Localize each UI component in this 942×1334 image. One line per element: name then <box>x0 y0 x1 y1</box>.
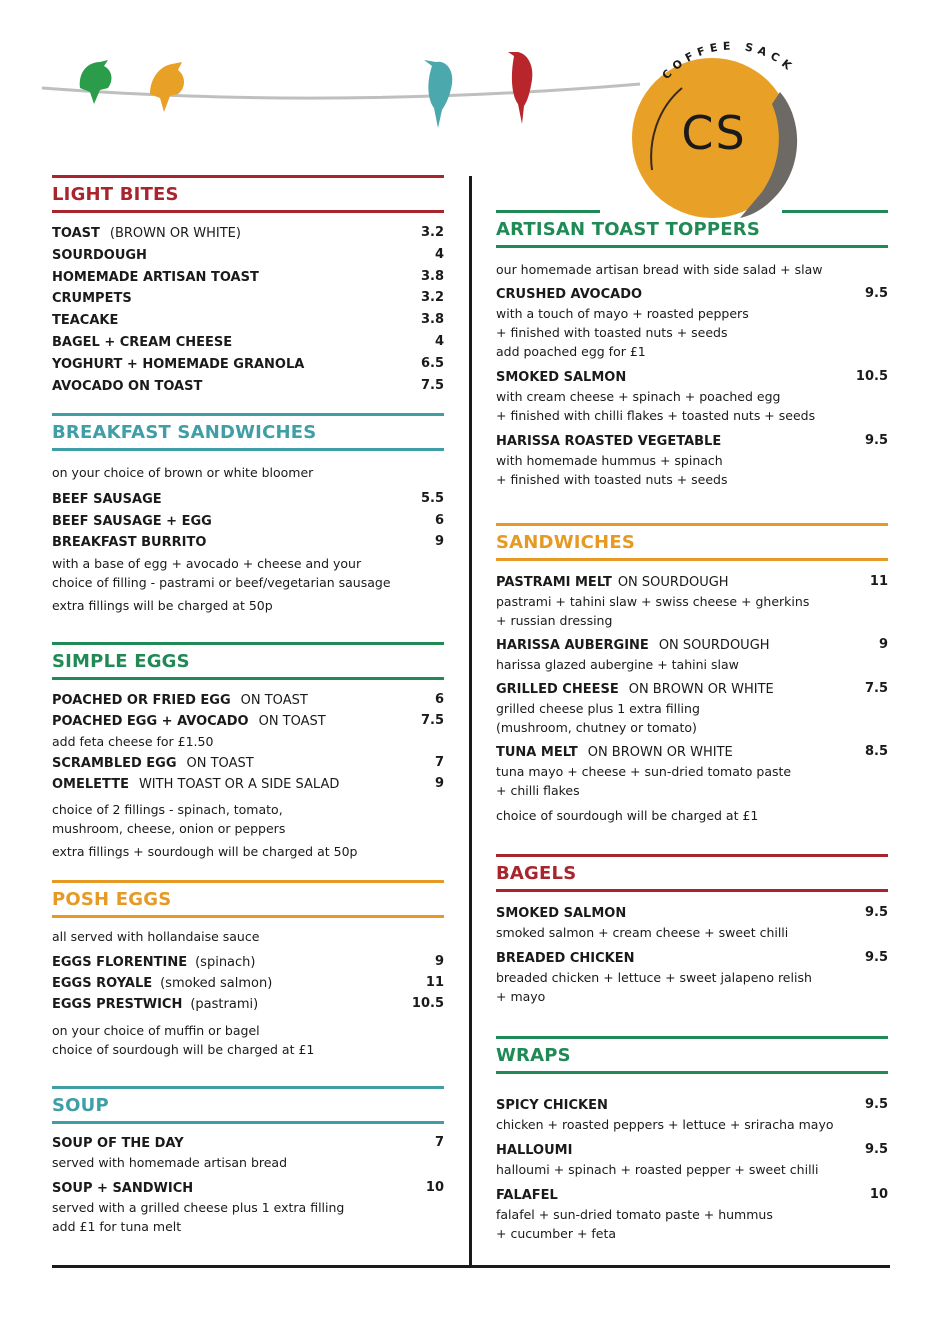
section-title-rule <box>52 1121 444 1124</box>
item-description: served with homemade artisan bread <box>52 1155 288 1170</box>
bird-teal-icon <box>424 60 452 128</box>
menu-item: BEEF SAUSAGE + EGG 6 <box>52 512 444 529</box>
section-title: ARTISAN TOAST TOPPERS <box>496 219 761 240</box>
menu-item: FALAFEL 10 falafel + sun-dried tomato paste + hummus + cucumber + feta <box>496 1187 888 1241</box>
item-description: add feta cheese for £1.50 <box>52 734 214 749</box>
section-title-rule <box>52 210 444 213</box>
item-description: grilled cheese plus 1 extra filling (mushroom, chutney or tomato) <box>496 701 700 735</box>
section-title: BREAKFAST SANDWICHES <box>52 422 317 443</box>
menu-item: SMOKED SALMON 10.5 with cream cheese + spinach + poached egg + finished with chilli flakes + toasted nuts + seeds <box>496 369 888 423</box>
menu-item: SCRAMBLED EGG ON TOAST 7 <box>52 755 444 771</box>
menu-item: YOGHURT + HOMEMADE GRANOLA 6.5 <box>52 355 444 372</box>
section-breakfast-sandwiches <box>52 413 444 615</box>
item-description: chicken + roasted peppers + lettuce + sriracha mayo <box>496 1117 834 1132</box>
section-title: POSH EGGS <box>52 889 172 910</box>
menu-item: OMELETTE WITH TOAST OR A SIDE SALAD 9 <box>52 776 444 792</box>
menu-item: BAGEL + CREAM CHEESE 4 <box>52 333 444 350</box>
section-soup <box>52 1086 444 1236</box>
bird-green-icon <box>80 60 112 104</box>
menu-item: AVOCADO ON TOAST 7.5 <box>52 377 444 394</box>
item-description: breaded chicken + lettuce + sweet jalapeno relish + mayo <box>496 970 812 1004</box>
section-title-rule <box>52 448 444 451</box>
section-intro: all served with hollandaise sauce <box>52 929 260 944</box>
menu-list <box>52 223 444 397</box>
section-top-rule <box>496 523 888 526</box>
section-simple-eggs <box>52 642 444 861</box>
menu-item: POACHED OR FRIED EGG ON TOAST 6 <box>52 692 444 708</box>
column-divider <box>469 176 472 1266</box>
menu-item: SOUP OF THE DAY 7 served with homemade artisan bread <box>52 1135 444 1170</box>
section-top-rule <box>52 1086 444 1089</box>
section-sandwiches <box>496 523 888 825</box>
section-title-rule <box>496 1071 888 1074</box>
item-description: with a touch of mayo + roasted peppers + finished with toasted nuts + seeds add poached egg for £1 <box>496 306 749 359</box>
logo-monogram: CS <box>681 106 747 160</box>
section-top-rule <box>52 175 444 178</box>
section-note: choice of 2 fillings - spinach, tomato, mushroom, cheese, onion or peppers <box>52 802 286 836</box>
bird-red-icon <box>508 52 532 124</box>
item-description: pastrami + tahini slaw + swiss cheese + gherkins + russian dressing <box>496 594 810 628</box>
section-top-rule-right <box>782 210 888 213</box>
menu-item: BREAKFAST BURRITO 9 with a base of egg + avocado + cheese and your choice of filling - pastrami or beef/vegetarian sausage <box>52 534 444 590</box>
bird-orange-icon <box>150 62 184 112</box>
menu-item: TUNA MELT ON BROWN OR WHITE 8.5 tuna mayo + cheese + sun-dried tomato paste + chilli flakes <box>496 744 888 798</box>
coffee-sack-logo <box>612 20 832 220</box>
menu-item: BREADED CHICKEN 9.5 breaded chicken + lettuce + sweet jalapeno relish + mayo <box>496 950 888 1004</box>
item-description: halloumi + spinach + roasted pepper + sweet chilli <box>496 1162 819 1177</box>
menu-item: GRILLED CHEESE ON BROWN OR WHITE 7.5 grilled cheese plus 1 extra filling (mushroom, chutney or tomato) <box>496 681 888 735</box>
menu-item: CRUSHED AVOCADO 9.5 with a touch of mayo + roasted peppers + finished with toasted nuts + seeds add poached egg for £1 <box>496 286 888 359</box>
menu-item: HALLOUMI 9.5 halloumi + spinach + roasted pepper + sweet chilli <box>496 1142 888 1177</box>
bottom-rule <box>52 1265 890 1268</box>
item-description: served with a grilled cheese plus 1 extra filling add £1 for tuna melt <box>52 1200 345 1234</box>
menu-item: HARISSA AUBERGINE ON SOURDOUGH 9 harissa glazed aubergine + tahini slaw <box>496 637 888 672</box>
menu-item: BEEF SAUSAGE 5.5 <box>52 491 444 507</box>
section-note: on your choice of muffin or bagel choice of sourdough will be charged at £1 <box>52 1023 315 1057</box>
section-title-rule <box>52 677 444 680</box>
section-title: SIMPLE EGGS <box>52 651 190 672</box>
item-description: with a base of egg + avocado + cheese and your choice of filling - pastrami or beef/vegetarian sausage <box>52 555 391 590</box>
item-description: falafel + sun-dried tomato paste + hummus + cucumber + feta <box>496 1207 773 1241</box>
section-intro: our homemade artisan bread with side salad + slaw <box>496 262 823 277</box>
section-title-rule <box>52 915 444 918</box>
section-light-bites <box>52 175 444 397</box>
section-title: WRAPS <box>496 1045 571 1066</box>
menu-item: HARISSA ROASTED VEGETABLE 9.5 with homemade hummus + spinach + finished with toasted nuts + seeds <box>496 433 888 487</box>
menu-item: PASTRAMI MELT ON SOURDOUGH 11 pastrami + tahini slaw + swiss cheese + gherkins + russian dressing <box>496 574 888 628</box>
menu-item: SMOKED SALMON 9.5 smoked salmon + cream cheese + sweet chilli <box>496 905 888 940</box>
menu-item: SOUP + SANDWICH 10 served with a grilled cheese plus 1 extra filling add £1 for tuna melt <box>52 1180 444 1234</box>
menu-item: CRUMPETS 3.2 <box>52 290 444 307</box>
section-title-rule <box>496 889 888 892</box>
menu-item: EGGS ROYALE (smoked salmon) 11 <box>52 975 444 991</box>
menu-item: SOURDOUGH 4 <box>52 246 444 263</box>
section-title: LIGHT BITES <box>52 184 179 205</box>
item-description: with cream cheese + spinach + poached egg + finished with chilli flakes + toasted nuts + seeds <box>496 389 816 423</box>
item-description: harissa glazed aubergine + tahini slaw <box>496 657 739 672</box>
menu-item: TEACAKE 3.8 <box>52 312 444 329</box>
menu-item: EGGS PRESTWICH (pastrami) 10.5 <box>52 996 444 1012</box>
section-title: SANDWICHES <box>496 532 635 553</box>
menu-item: EGGS FLORENTINE (spinach) 9 <box>52 954 444 970</box>
section-title-rule <box>496 245 888 248</box>
section-top-rule <box>496 1036 888 1039</box>
section-top-rule-left <box>496 210 600 213</box>
section-top-rule <box>496 854 888 857</box>
section-top-rule <box>52 642 444 645</box>
section-top-rule <box>52 413 444 416</box>
section-wraps <box>496 1036 888 1243</box>
menu-item: TOAST (BROWN OR WHITE) 3.2 <box>52 225 444 241</box>
svg-text:COFFEE SACK: COFFEE SACK <box>659 39 798 82</box>
section-note: extra fillings + sourdough will be charged at 50p <box>52 844 358 859</box>
section-note: extra fillings will be charged at 50p <box>52 597 273 613</box>
section-intro: on your choice of brown or white bloomer <box>52 465 314 480</box>
section-title: SOUP <box>52 1095 109 1116</box>
section-title: BAGELS <box>496 863 577 884</box>
item-description: with homemade hummus + spinach + finished with toasted nuts + seeds <box>496 453 728 487</box>
section-posh-eggs <box>52 880 444 1059</box>
menu-item: POACHED EGG + AVOCADO ON TOAST 7.5 add feta cheese for £1.50 <box>52 713 444 749</box>
item-description: tuna mayo + cheese + sun-dried tomato paste + chilli flakes <box>496 764 792 798</box>
item-description: smoked salmon + cream cheese + sweet chilli <box>496 925 789 940</box>
wire-line <box>42 84 640 98</box>
menu-item: SPICY CHICKEN 9.5 chicken + roasted peppers + lettuce + sriracha mayo <box>496 1097 888 1132</box>
section-title-rule <box>496 558 888 561</box>
section-bagels <box>496 854 888 1006</box>
menu-item: HOMEMADE ARTISAN TOAST 3.8 <box>52 268 444 285</box>
section-note: choice of sourdough will be charged at £1 <box>496 808 759 823</box>
section-top-rule <box>52 880 444 883</box>
section-artisan-toast-toppers <box>496 210 888 489</box>
